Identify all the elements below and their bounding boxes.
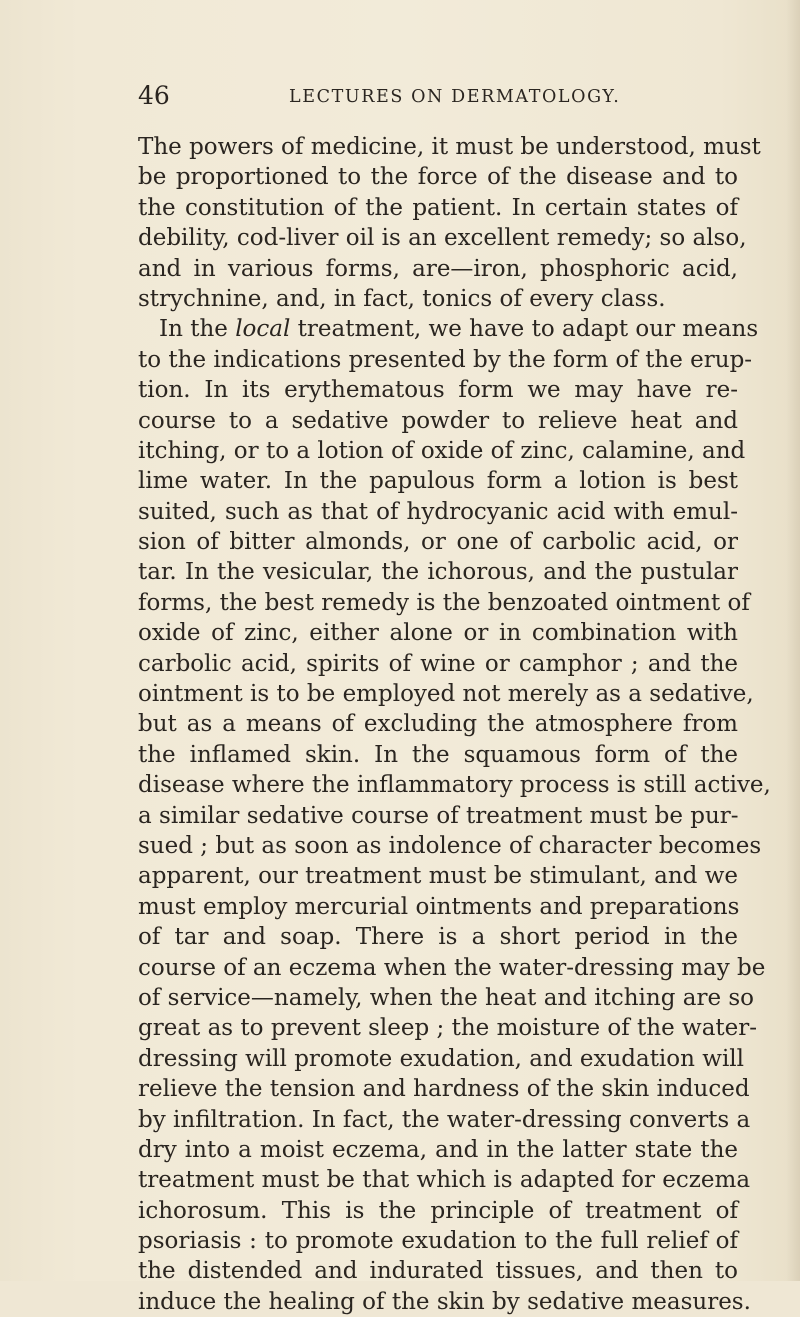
text-line: tion. In its erythematous form we may have re- — [138, 377, 738, 404]
page-number: 46 — [138, 81, 170, 110]
text-line: of service—namely, when the heat and itching are so — [138, 984, 755, 1011]
text-span: treatment, we have to adapt our means — [290, 316, 759, 343]
text-line: suited, such as that of hydrocyanic acid with emul- — [138, 498, 738, 525]
text-line: the constitution of the patient. In certain states of — [138, 194, 738, 221]
text-line: ointment is to be employed not merely as a sedative, — [138, 681, 754, 708]
text-line: carbolic acid, spirits of wine or camphor ; and the — [138, 650, 738, 677]
paragraph-2-first-line — [138, 314, 759, 344]
text-line: induce the healing of the skin by sedative measures. — [138, 1288, 751, 1315]
text-line: course of an eczema when the water-dressing may be — [138, 954, 766, 981]
text-line: forms, the best remedy is the benzoated ointment of — [138, 589, 750, 616]
text-line: strychnine, and, in fact, tonics of every class. — [138, 285, 666, 312]
page-header — [138, 80, 758, 112]
text-line: dry into a moist eczema, and in the latter state the — [138, 1136, 738, 1163]
text-line: disease where the inflammatory process is still active, — [138, 772, 771, 799]
text-line: relieve the tension and hardness of the skin induced — [138, 1076, 750, 1103]
text-line: The powers of medicine, it must be understood, must — [138, 134, 761, 160]
text-line: the distended and indurated tissues, and then to — [138, 1258, 738, 1285]
body-text — [138, 132, 771, 1317]
page-edge-shadow — [786, 0, 800, 1281]
text-line: by infiltration. In fact, the water-dressing converts a — [138, 1106, 751, 1133]
text-line: course to a sedative powder to relieve heat and — [138, 407, 738, 434]
text-line: a similar sedative course of treatment must be pur- — [138, 802, 739, 829]
text-line: of tar and soap. There is a short period in the — [138, 924, 738, 951]
text-line: great as to prevent sleep ; the moisture of the water- — [138, 1015, 758, 1042]
text-line: but as a means of excluding the atmosphere from — [138, 711, 738, 738]
text-line: treatment must be that which is adapted for eczema — [138, 1167, 751, 1194]
text-line: oxide of zinc, either alone or in combination with — [138, 620, 738, 647]
text-line: lime water. In the papulous form a lotion is best — [138, 468, 738, 495]
text-line: itching, or to a lotion of oxide of zinc, calamine, and — [138, 437, 746, 464]
text-line: apparent, our treatment must be stimulant, and we — [138, 863, 738, 890]
text-line: debility, cod-liver oil is an excellent remedy; so also, — [138, 225, 747, 252]
text-span: In the — [159, 316, 236, 343]
text-line: psoriasis : to promote exudation to the full relief of — [138, 1228, 738, 1255]
text-line: to the indications presented by the form of the erup- — [138, 346, 753, 373]
italic-word: local — [235, 316, 291, 343]
text-line: sued ; but as soon as indolence of character becomes — [138, 832, 762, 859]
text-line: dressing will promote exudation, and exudation will — [138, 1045, 745, 1072]
text-line: must employ mercurial ointments and preparations — [138, 893, 740, 920]
running-head: LECTURES ON DERMATOLOGY. — [289, 87, 621, 107]
text-line: tar. In the vesicular, the ichorous, and the pustular — [138, 559, 738, 586]
text-line: sion of bitter almonds, or one of carbolic acid, or — [138, 529, 738, 556]
text-line: be proportioned to the force of the disease and to — [138, 164, 738, 191]
text-line: ichorosum. This is the principle of treatment of — [138, 1197, 738, 1224]
text-line: the inflamed skin. In the squamous form of the — [138, 741, 738, 768]
text-line: and in various forms, are—iron, phosphoric acid, — [138, 255, 738, 282]
